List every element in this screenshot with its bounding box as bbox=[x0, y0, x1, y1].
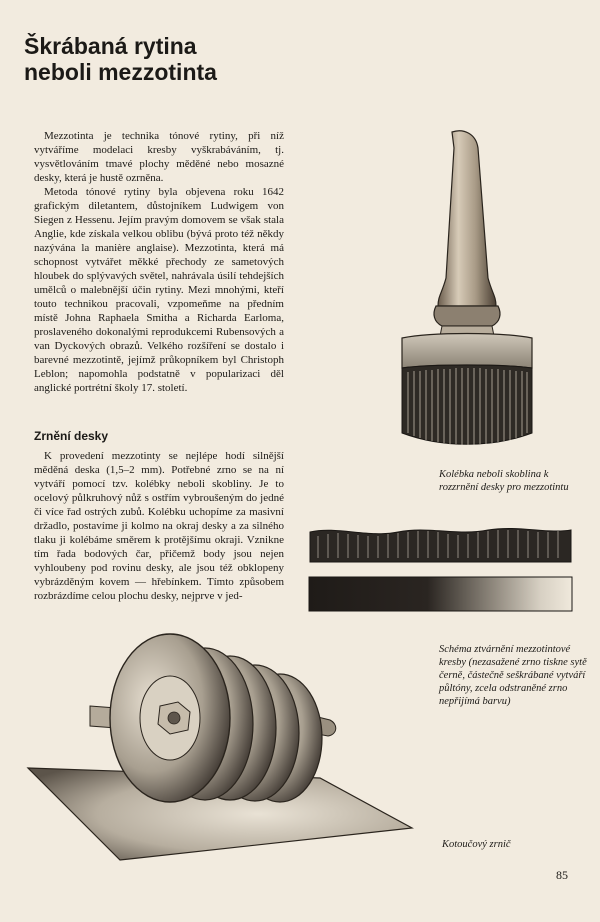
page-title bbox=[24, 33, 217, 85]
grain-cross-section-diagram bbox=[308, 522, 573, 567]
tone-gradient-bar bbox=[308, 576, 573, 614]
intro-text bbox=[34, 129, 284, 395]
caption-scheme: Schéma ztvárnění mezzotintové kresby (nezasažené zrno tiskne sytě černě, částečně seškrábané vytváří půltóny, zcela odstraněné zrno nepřijímá barvu) bbox=[439, 644, 587, 707]
disc-roulette-illustration bbox=[20, 628, 420, 868]
mezzotint-rocker-illustration bbox=[392, 128, 542, 458]
caption-rocker: Kolébka neboli skoblina k rozzrnění desky pro mezzotintu bbox=[439, 469, 569, 493]
intro-paragraph-2: Metoda tónové rytiny byla objevena roku 1642 grafickým diletantem, důstojníkem Ludwigem von Siegen z Hessenu. Jejím pravým domovem se však stala Anglie, kde získala velkou oblibu (bývá proto též někdy nazývána la manière anglaise). Mezzotinta, která má schopnost vytvářet měkké přechody ze sametových hloubek do splývavých světel, nahrávala úsilí tehdejších umělců o malebnější účin rytiny. Mezi mnohými, kteří touto technikou pracovali, vzpomeňme na předním místě Johna Raphaela Smitha a Richarda Earloma, proslaveného dokonalými reprodukcemi Rubensových a van Dyckových obrazů. Velkého rozšíření se dostalo i barevné mezzotintě, jejímž průkopníkem byl Christoph Leblon; napomohla podstatně v popularizaci děl anglické portrétní školy 17. století. bbox=[34, 186, 284, 394]
grain-paragraph: K provedení mezzotinty se nejlépe hodí silnější měděná deska (1,5–2 mm). Potřebné zrno se na ní vytváří pomocí tzv. kolébky neboli skobliny. Je to ocelový půlkruhový nůž s ostřím vybroušeným do jedné či více řad ostrých zubů. Kolébku uchopíme za masivní držadlo, postavíme ji kolmo na okraj desky a za silného tlaku ji kolébáme směrem k protějšímu okraji. Vznikne tím řada bodových čar, přičemž body jsou nejen vyhloubeny pod rovinu desky, ale jsou též obklopeny vybrázděným kovem — hřebínkem. Tímto způsobem rozbrázdíme celou plochu desky, nejprve v jed- bbox=[34, 450, 284, 602]
intro-paragraph-1: Mezzotinta je technika tónové rytiny, při níž vytváříme modelaci kresby vyškrabáváním, tj. vysvětlováním tmavé plochy měděné nebo mosazné desky, která je hustě ozrněna. bbox=[34, 130, 284, 184]
title-line-1: Škrábaná rytina bbox=[24, 33, 197, 59]
grain-text bbox=[34, 449, 284, 603]
section-heading: Zrnění desky bbox=[34, 429, 109, 443]
page-number: 85 bbox=[556, 868, 568, 882]
title-line-2: neboli mezzotinta bbox=[24, 59, 217, 85]
caption-roulette: Kotoučový zrnič bbox=[442, 839, 511, 850]
